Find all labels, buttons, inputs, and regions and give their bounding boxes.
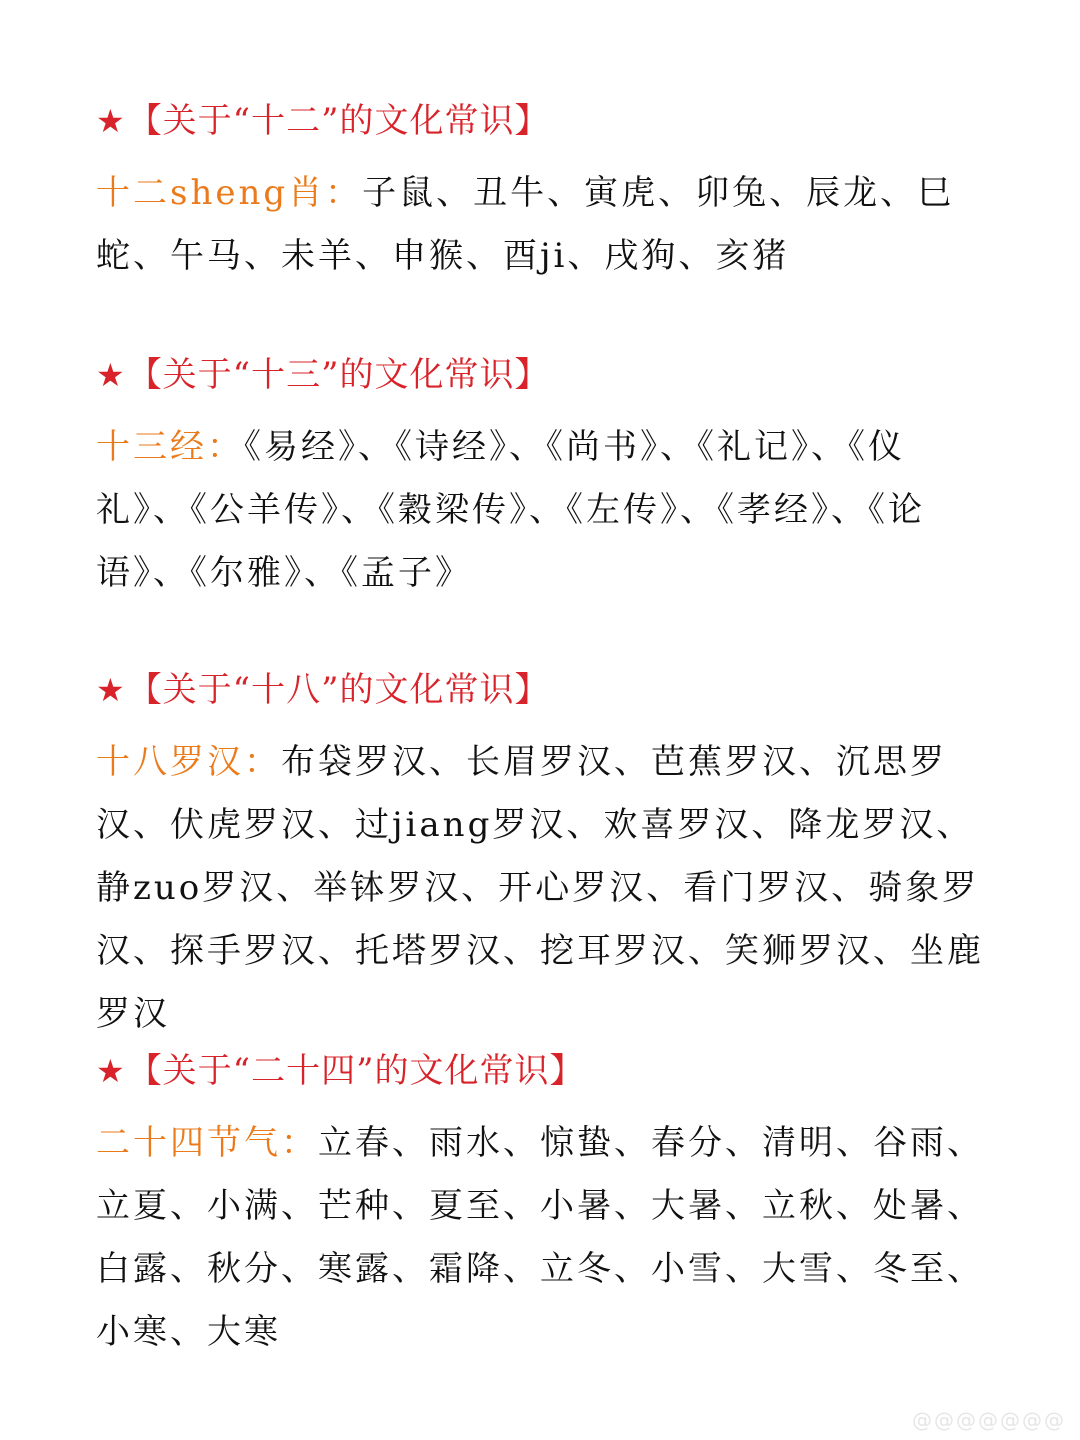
item-label: 二十四节气： <box>96 1123 318 1163</box>
section-body <box>96 162 996 288</box>
section-eighteen <box>96 670 996 1046</box>
section-thirteen <box>96 355 996 605</box>
watermark: @@@@@@@ <box>912 1408 1066 1432</box>
item-content: 立春、雨水、惊蛰、春分、清明、谷雨、立夏、小满、芒种、夏至、小暑、大暑、立秋、处暑、白露、秋分、寒露、霜降、立冬、小雪、大雪、冬至、小寒、大寒 <box>96 1123 984 1352</box>
star-icon: ★ <box>96 671 126 709</box>
heading-text: 【关于“十八”的文化常识】 <box>127 670 550 710</box>
star-icon: ★ <box>96 1052 126 1090</box>
section-body <box>96 731 996 1046</box>
item-label: 十八罗汉： <box>96 742 281 782</box>
section-heading <box>96 1051 996 1091</box>
heading-text: 【关于“十三”的文化常识】 <box>127 355 550 395</box>
item-content: 《易经》、《诗经》、《尚书》、《礼记》、《仪礼》、《公羊传》、《穀梁传》、《左传》、《孝经》、《论语》、《尔雅》、《孟子》 <box>96 427 925 593</box>
section-body <box>96 416 996 605</box>
section-twelve <box>96 101 996 288</box>
heading-text: 【关于“十二”的文化常识】 <box>127 101 550 141</box>
item-content: 子鼠、丑牛、寅虎、卯兔、辰龙、巳蛇、午马、未羊、申猴、酉ji、戌狗、亥猪 <box>96 173 955 276</box>
section-heading <box>96 355 996 395</box>
section-body <box>96 1112 996 1364</box>
item-label: 十二sheng肖： <box>96 173 363 213</box>
star-icon: ★ <box>96 102 126 140</box>
section-twentyfour <box>96 1051 996 1364</box>
heading-text: 【关于“二十四”的文化常识】 <box>127 1051 585 1091</box>
section-heading <box>96 670 996 710</box>
star-icon: ★ <box>96 356 126 394</box>
item-content: 布袋罗汉、长眉罗汉、芭蕉罗汉、沉思罗汉、伏虎罗汉、过jiang罗汉、欢喜罗汉、降龙罗汉、静zuo罗汉、举钵罗汉、开心罗汉、看门罗汉、骑象罗汉、探手罗汉、托塔罗汉、挖耳罗汉、笑狮罗汉、坐鹿罗汉 <box>96 742 984 1034</box>
section-heading <box>96 101 996 141</box>
item-label: 十三经： <box>96 427 244 467</box>
